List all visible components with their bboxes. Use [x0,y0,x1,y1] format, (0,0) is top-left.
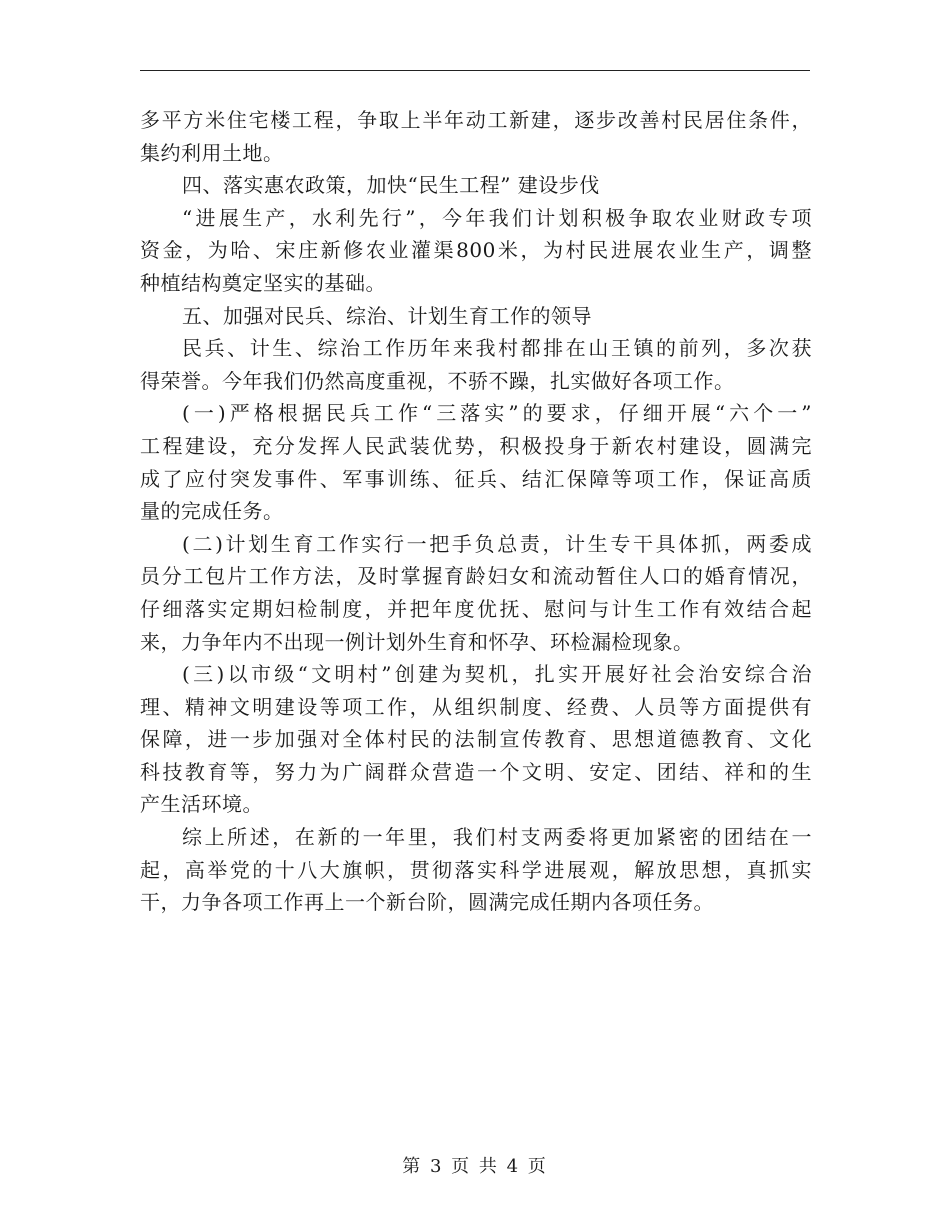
text-line: 得荣誉。今年我们仍然高度重视，不骄不躁，扎实做好各项工作。 [140,368,735,393]
text-line: 产生活环境。 [140,792,263,817]
text-line: 量的完成任务。 [140,499,284,524]
text-line: 五、加强对民兵、综治、计划生育工作的领导 [182,303,592,328]
text-line: 集约利用土地。 [140,140,284,165]
text-line: 四、落实惠农政策，加快“民生工程” 建设步伐 [182,173,600,198]
text-line: 综上所述，在新的一年里，我们村支两委将更加紧密的团结在一 [182,825,812,850]
text-line: (三)以市级“文明村”创建为契机，扎实开展好社会治安综合治 [182,662,812,687]
document-body [140,104,812,919]
text-line: 资金，为哈、宋庄新修农业灌渠800米，为村民进展农业生产，调整 [140,238,812,263]
text-line: 种植结构奠定坚实的基础。 [140,270,386,295]
text-line: 民兵、计生、综治工作历年来我村都排在山王镇的前列，多次获 [182,336,812,361]
text-line: 工程建设，充分发挥人民武装优势，积极投身于新农村建设，圆满完 [140,433,812,458]
text-line: 理、精神文明建设等项工作，从组织制度、经费、人员等方面提供有 [140,694,812,719]
header-rule [140,70,810,71]
text-line: 起，高举党的十八大旗帜，贯彻落实科学进展观，解放思想，真抓实 [140,857,812,882]
text-line: “进展生产，水利先行”，今年我们计划积极争取农业财政专项 [182,205,812,230]
text-line: (二)计划生育工作实行一把手负总责，计生专干具体抓，两委成 [182,531,812,556]
page-footer: 第 3 页 共 4 页 [402,1156,548,1177]
text-line: (一)严格根据民兵工作“三落实”的要求，仔细开展“六个一” [182,401,812,426]
text-line: 员分工包片工作方法，及时掌握育龄妇女和流动暂住人口的婚育情况， [140,564,812,589]
text-line: 干，力争各项工作再上一个新台阶，圆满完成任期内各项任务。 [140,890,714,915]
text-line: 成了应付突发事件、军事训练、征兵、结汇保障等项工作，保证高质 [140,466,812,491]
text-line: 保障，进一步加强对全体村民的法制宣传教育、思想道德教育、文化 [140,727,812,752]
text-line: 仔细落实定期妇检制度，并把年度优抚、慰问与计生工作有效结合起 [140,596,812,621]
text-line: 科技教育等，努力为广阔群众营造一个文明、安定、团结、祥和的生 [140,759,812,784]
text-line: 来，力争年内不出现一例计划外生育和怀孕、环检漏检现象。 [140,629,694,654]
text-line: 多平方米住宅楼工程，争取上半年动工新建，逐步改善村民居住条件， [140,108,812,132]
